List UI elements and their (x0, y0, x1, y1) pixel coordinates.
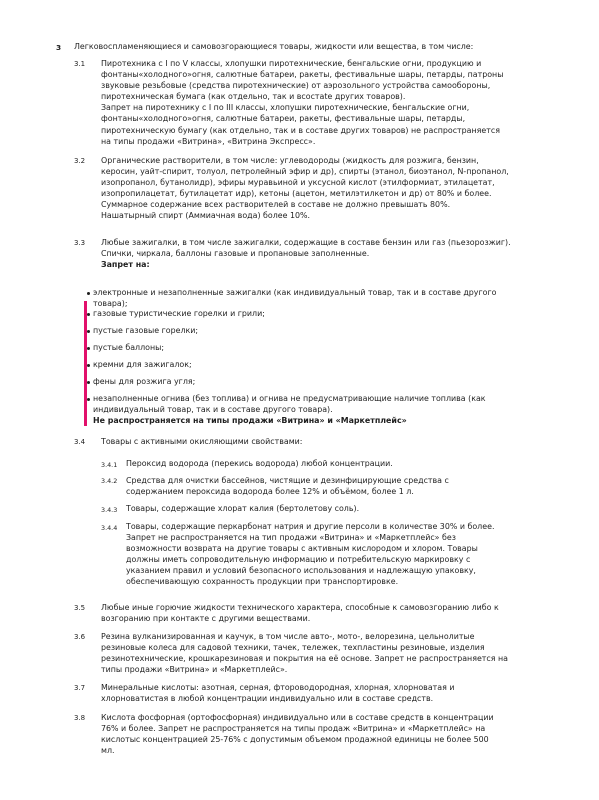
text-line: содержанием пероксида водорода более 12% и объёмом, более 1 л. (126, 487, 414, 497)
text-line: возможности возврата на другие товары с активным кислородом и хлором. Товары (126, 544, 478, 554)
item-3-4-1-text: Пероксид водорода (перекись водорода) любой концентрации. (126, 459, 393, 468)
text-line: Средства для очистки бассейнов, чистящие и дезинфицирующие средства с (126, 476, 449, 485)
text-line: хлорноватистая в любой концентрации индивидуально или в составе средств. (101, 694, 434, 704)
text-line: Нашатырный спирт (Аммиачная вода) более 10%. (101, 211, 311, 221)
item-3-4-2-text (126, 475, 449, 497)
text-line: типы продажи «Витрина» и «Маркетплейс». (101, 665, 288, 675)
bullet-dot (87, 347, 90, 350)
text-line: кислотыс концентрацией 25-76% с допустимым объемом продажной единицы не более 500 (101, 735, 489, 745)
ban-list-item: кремни для зажигалок; (93, 360, 192, 369)
item-3-6-text (101, 631, 508, 675)
text-line: индивидуальный товар, так и в составе другого товара). (93, 405, 333, 415)
ban-list-item: пустые газовые горелки; (93, 326, 199, 335)
item-3-1-text (101, 58, 503, 147)
text-line: фонтаны«холодного»огня, салютные батареи, ракеты, фестивальные шары, петарды, (101, 114, 466, 124)
item-3-2-text (101, 155, 509, 222)
text-line: Запрет на пиротехнику с I по III классы, хлопушки пиротехнические, бенгальские огни, (101, 103, 470, 113)
item-number: 3.6 (74, 633, 86, 641)
text-line: Резина вулканизированная и каучук, в том числе авто-, мото-, велорезина, цельнолитые (101, 632, 475, 641)
subitem-number: 3.4.4 (101, 524, 118, 532)
ban-list-item: фены для розжига угля; (93, 377, 196, 386)
item-number: 3.2 (74, 157, 86, 165)
subitem-number: 3.4.2 (101, 477, 118, 485)
text-line: мл. (101, 746, 115, 756)
section-number: 3 (56, 43, 62, 52)
text-line: товара); (93, 299, 128, 309)
text-line: керосин, уайт-спирит, толуол, петролейный эфир и др), спирты (этанол, биоэтанол, N-пропанол, (101, 167, 509, 177)
text-line: пиротехническая бумага (как отдельно, так и всостаtе других товаров). (101, 92, 406, 102)
text-line: Спички, чиркала, баллоны газовые и пропановые заполненные. (101, 249, 370, 259)
text-line: Любые иные горючие жидкости технического характера, способные к самовозгоранию либо к (101, 603, 499, 612)
item-3-4-3-text: Товары, содержащие хлорат калия (бертолетову соль). (126, 504, 360, 513)
text-line: Товары, содержащие перкарбонат натрия и другие персоли в количестве 30% и более. (126, 522, 495, 531)
text-line: Любые зажигалки, в том числе зажигалки, содержащие в составе бензин или газ (пьезорозжиг). (101, 238, 511, 247)
text-line: указанием правил и условий безопасного использования и надлежащую упаковку, (126, 566, 476, 576)
subitem-number: 3.4.1 (101, 461, 118, 469)
item-3-7-text (101, 682, 454, 704)
text-line: резинотехнические, крошкарезиновая и покрытия на её основе. Запрет не распространяется на (101, 654, 508, 664)
bullet-dot (87, 330, 90, 333)
item-number: 3.4 (74, 438, 86, 446)
ban-list-item (93, 393, 486, 426)
bullet-dot (87, 364, 90, 367)
text-line: звуковые резьбовые (средства пиротехнические) от аэрозольного устройства самообороны, (101, 81, 491, 91)
subitem-number: 3.4.3 (101, 506, 118, 514)
text-line: 76% и более. Запрет не распространяется на типы продаж «Витрина» и «Маркетплейс» на (101, 724, 486, 734)
item-3-8-text (101, 712, 494, 756)
item-number: 3.5 (74, 604, 86, 612)
item-3-4-title: Товары с активными окисляющими свойствами: (101, 437, 303, 446)
text-line: резиновые колеса для садовой техники, тачек, тележек, техпластины резиновые, изделия (101, 643, 485, 653)
text-line: возгоранию при контакте с другими веществами. (101, 614, 311, 624)
text-line: незаполненные огнива (без топлива) и огнива не предусматривающие наличие топлива (как (93, 394, 486, 403)
text-line: должны иметь сопроводительную информацию и потребительскую маркировку с (126, 555, 471, 565)
bullet-dot (87, 292, 90, 295)
ban-list-item (93, 287, 496, 309)
item-number: 3.3 (74, 239, 86, 247)
text-line: Запрет не распространяется на тип продажи «Витрина» и «Маркетплейс» без (126, 533, 456, 543)
text-line: пиротехническую бумагу (как отдельно, так и в составе других товаров) не распространяется (101, 125, 500, 135)
item-3-3-text (101, 237, 511, 270)
text-line: Пиротехника с I по V классы, хлопушки пиротехнические, бенгальские огни, продукцию и (101, 59, 482, 68)
text-line: Органические растворители, в том числе: углеводороды (жидкость для розжига, бензин, (101, 156, 479, 165)
text-line: фонтаны«холодного»огня, салютные батареи, ракеты, фестивальные шары, петарды, патроны (101, 70, 504, 80)
bullet-dot (87, 381, 90, 384)
item-3-4-4-text (126, 521, 494, 588)
bullet-dot (87, 313, 90, 316)
text-line: изопропилацетат, бутилацетат идр), кетоны (ацетон, метилэтилкетон и др) от 80% и более. (101, 189, 492, 199)
ban-list-item: газовые туристические горелки и грили; (93, 309, 265, 318)
text-line: Суммарное содержание всех растворителей в составе не должно превышать 80%. (101, 200, 451, 210)
ban-label: Запрет на: (101, 260, 150, 270)
ban-note: Не распространяется на типы продажи «Витрина» и «Маркетплейс» (93, 416, 407, 426)
text-line: обеспечивающую сохранность продукции при транспортировке. (126, 577, 399, 587)
text-line: Минеральные кислоты: азотная, серная, фтороводородная, хлорная, хлорноватая и (101, 683, 455, 692)
item-3-5-text (101, 602, 499, 624)
text-line: изопропанол, бутанолидр), эфиры муравьиной и уксусной кислот (этилформиат, этилацетат, (101, 178, 495, 188)
section-title: Легковоспламеняющиеся и самовозгорающиеся товары, жидкости или вещества, в том числе: (74, 42, 474, 51)
text-line: электронные и незаполненные зажигалки (как индивидуальный товар, так и в составе другого (93, 288, 497, 297)
item-number: 3.8 (74, 714, 86, 722)
bullet-dot (87, 398, 90, 401)
ban-list-item: пустые баллоны; (93, 343, 165, 352)
item-number: 3.7 (74, 684, 86, 692)
text-line: Кислота фосфорная (ортофосфорная) индивидуально или в составе средств в концентрации (101, 713, 494, 722)
item-number: 3.1 (74, 60, 86, 68)
text-line: на типы продажи «Витрина», «Витрина Экспресс». (101, 136, 316, 146)
